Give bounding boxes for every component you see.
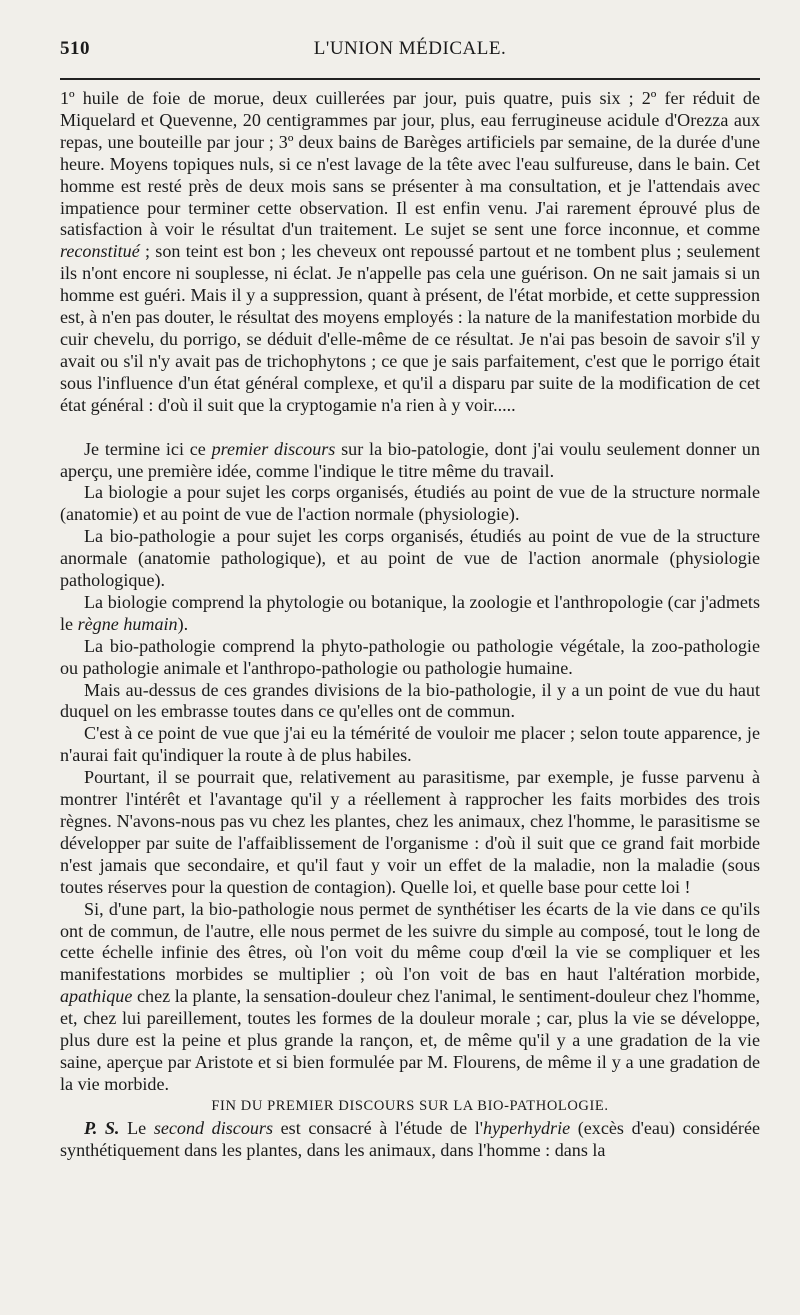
article-body <box>60 88 760 1162</box>
paragraph-conclusion <box>60 439 760 483</box>
paragraph-biologie-divisions <box>60 592 760 636</box>
paragraph-text: ; son teint est bon ; les cheveux ont repoussé partout et ne tombent plus ; seulement ils n'ont encore ni souplesse, ni éclat. Je n'appelle pas cela une guérison. On ne sait jamais si un homme est guéri. Mais il y a suppression, quant à présent, de l'état morbide, et cette suppression est, à n'en pas douter, le résultat des moyens employés : la nature de la manifestation morbide du cuir chevelu, du porrigo, se déduit d'elle-même de ce résultat. Je n'ai pas besoin de savoir s'il y avait ou s'il n'y avait pas de trichophytons ; ce que je sais parfaitement, c'est que le porrigo était sous l'influence d'un état général complexe, et qu'il a disparu par suite de la modification de cet état général : d'où il suit que la cryptogamie n'a rien à y voir..... <box>60 241 760 415</box>
paragraph-text: Le <box>119 1117 154 1138</box>
paragraph-text: sur la bio-patologie, dont j'ai voulu seulement donner un aperçu, une première idée, comme l'indique le titre même du travail. <box>60 438 761 481</box>
paragraph-parasitisme: Pourtant, il se pourrait que, relativement au parasitisme, par exemple, je fusse parvenu à montrer l'intérêt et l'avantage qu'il y a réellement à rapprocher les faits morbides des trois règnes. N'avons-nous pas vu chez les plantes, chez les animaux, chez l'homme, le parasitisme se développer par suite de l'affaiblissement de l'organisme : d'où il suit que ce grand fait morbide n'est jamais que secondaire, et qu'il faut y voir un effet de la maladie, non la maladie (sous toutes réserves pour la question de contagion). Quelle loi, et quelle base pour cette loi ! <box>60 767 760 897</box>
paragraph-text: Si, d'une part, la bio-pathologie nous permet de synthétiser les écarts de la vie dans ce qu'ils ont de commun, de l'autre, elle nous permet de les suivre du simple au composé, tout le long de cette échelle infinie des êtres, où l'on voit du même coup d'œil la vie se compliquer et les manifestations morbides se multiplier ; où l'on voit de bas en haut l'altération morbide, <box>60 898 760 985</box>
emphasis-text: règne humain <box>77 613 178 634</box>
paragraph-bio-pathologie: La bio-pathologie a pour sujet les corps organisés, étudiés au point de vue de la structure anormale (anatomie pathologique), et au point de vue de l'action anormale (physiologie pathologique). <box>60 526 760 591</box>
paragraph-postscript <box>60 1118 760 1162</box>
paragraph-text: La biologie comprend la phytologie ou botanique, la zoologie et l'anthropologie (car j'admets le <box>60 591 760 634</box>
emphasis-text: second discours <box>153 1117 274 1138</box>
paragraph-bio-pathologie-divisions: La bio-pathologie comprend la phyto-pathologie ou pathologie végétale, la zoo-pathologie ou pathologie animale et l'anthropo-pathologie ou pathologie humaine. <box>60 635 760 678</box>
paragraph-text: 1º huile de foie de morue, deux cuillerées par jour, puis quatre, puis six ; 2º fer réduit de Miquelard et Quevenne, 20 centigrammes par jour, plus, eau ferrugineuse acidule d'Orezza aux repas, une bouteille par jour ; 3º deux bains de Barèges artificiels par semaine, de la durée d'une heure. Moyens topiques nuls, si ce n'est lavage de la tête avec l'eau sulfureuse, dans le bain. Cet homme est resté près de deux mois sans se présenter à ma consultation, et je l'attendais avec impatience pour terminer cette observation. Il est enfin venu. J'ai rarement éprouvé plus de satisfaction à voir le résultat d'un traitement. Le sujet se sent une force inconnue, et comme <box>60 88 760 240</box>
emphasis-text: hyperhydrie <box>483 1117 571 1138</box>
paragraph-temerite: C'est à ce point de vue que j'ai eu la témérité de vouloir me placer ; selon toute apparence, je n'aurai fait qu'indiquer la route à de plus habiles. <box>60 723 760 766</box>
header-rule <box>60 78 760 80</box>
paragraph-biologie: La biologie a pour sujet les corps organisés, étudiés au point de vue de la structure normale (anatomie) et au point de vue de l'action normale (physiologie). <box>60 482 760 525</box>
section-end-heading: FIN DU PREMIER DISCOURS SUR LA BIO-PATHOLOGIE. <box>211 1097 609 1114</box>
paragraph-text: ). <box>177 613 189 634</box>
emphasis-text: reconstitué <box>60 241 140 262</box>
page-number: 510 <box>60 38 90 59</box>
paragraph-text: Je termine ici ce <box>84 438 212 459</box>
paragraph-text: (excès d'eau) considérée synthétiquement dans les plantes, dans les animaux, dans l'homme : dans la <box>60 1117 761 1160</box>
journal-title: L'UNION MÉDICALE. <box>313 38 507 59</box>
emphasis-text: premier discours <box>211 438 336 459</box>
paragraph-point-de-vue: Mais au-dessus de ces grandes divisions de la bio-pathologie, il y a un point de vue du haut duquel on les embrasse toutes dans ce qu'elles ont de commun. <box>60 679 760 722</box>
emphasis-text: apathique <box>60 986 133 1007</box>
running-header <box>60 38 760 68</box>
paragraph-text: est consacré à l'étude de l' <box>273 1117 484 1138</box>
paragraph-observation <box>60 88 760 417</box>
postscript-label: P. S. <box>84 1117 120 1138</box>
paragraph-synthese <box>60 899 760 1096</box>
paragraph-text: chez la plante, la sensation-douleur chez l'animal, le sentiment-douleur chez l'homme, et, chez lui pareillement, toutes les formes de la douleur morale ; car, plus la vie se développe, plus dure est la peine et plus grande la rançon, et, de même qu'il y a une gradation de la vie saine, aperçue par Aristote et si bien formulée par M. Flourens, de même il y a une gradation de la vie morbide. <box>60 986 760 1094</box>
